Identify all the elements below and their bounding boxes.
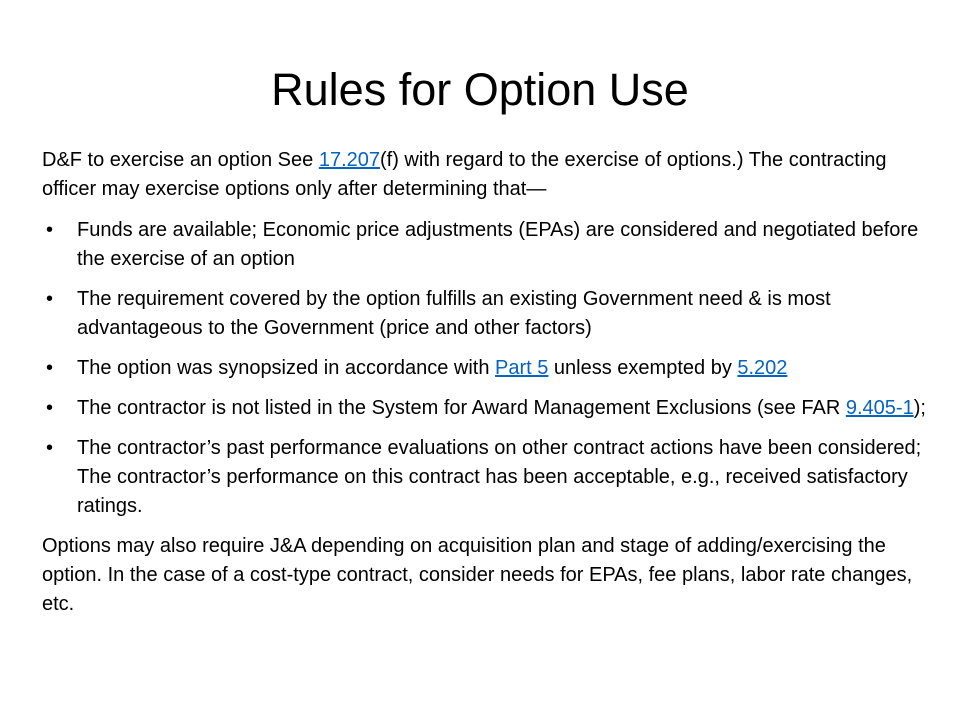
list-item [42, 354, 942, 383]
link-5-202[interactable]: 5.202 [737, 357, 788, 379]
intro-text-start: D&F to exercise an option See [42, 149, 319, 171]
intro-paragraph [42, 146, 942, 204]
list-item-text: The requirement covered by the option fulfills an existing Government need & is most advantageous to the Government (price and other factors) [77, 288, 831, 339]
link-17-207[interactable]: 17.207 [318, 149, 380, 171]
bullet-icon: • [46, 357, 54, 379]
intro-text-end: (f) with regard to the exercise of options.) The contracting officer may exercise options only after determining that— [42, 149, 887, 200]
list-item-text-middle: unless exempted by [548, 357, 738, 379]
list-item [42, 394, 942, 423]
list-item-text-start: The contractor is not listed in the System for Award Management Exclusions (see FAR [77, 397, 846, 419]
list-item-text: The contractor’s past performance evaluations on other contract actions have been considered; The contractor’s performance on this contract has been acceptable, e.g., received satisfactory ratings. [77, 437, 922, 517]
link-part-5[interactable]: Part 5 [495, 357, 549, 379]
bullet-icon: • [46, 437, 54, 459]
list-item [42, 216, 942, 274]
list-item [42, 434, 942, 521]
list-item-text: Funds are available; Economic price adjustments (EPAs) are considered and negotiated before the exercise of an option [77, 219, 919, 270]
list-item-text-end: ); [913, 397, 926, 419]
bullet-icon: • [46, 288, 54, 310]
bullet-icon: • [46, 397, 54, 419]
bullet-icon: • [46, 219, 54, 241]
closing-paragraph: Options may also require J&A depending on acquisition plan and stage of adding/exercising the option. In the case of a cost-type contract, consider needs for EPAs, fee plans, labor rate changes, etc. [42, 535, 913, 615]
list-item-text-start: The option was synopsized in accordance with [77, 357, 496, 379]
slide-body [42, 146, 942, 631]
slide-title: Rules for Option Use [271, 64, 689, 115]
conditions-list [42, 216, 942, 521]
list-item [42, 285, 942, 343]
link-9-405-1[interactable]: 9.405-1 [845, 397, 914, 419]
